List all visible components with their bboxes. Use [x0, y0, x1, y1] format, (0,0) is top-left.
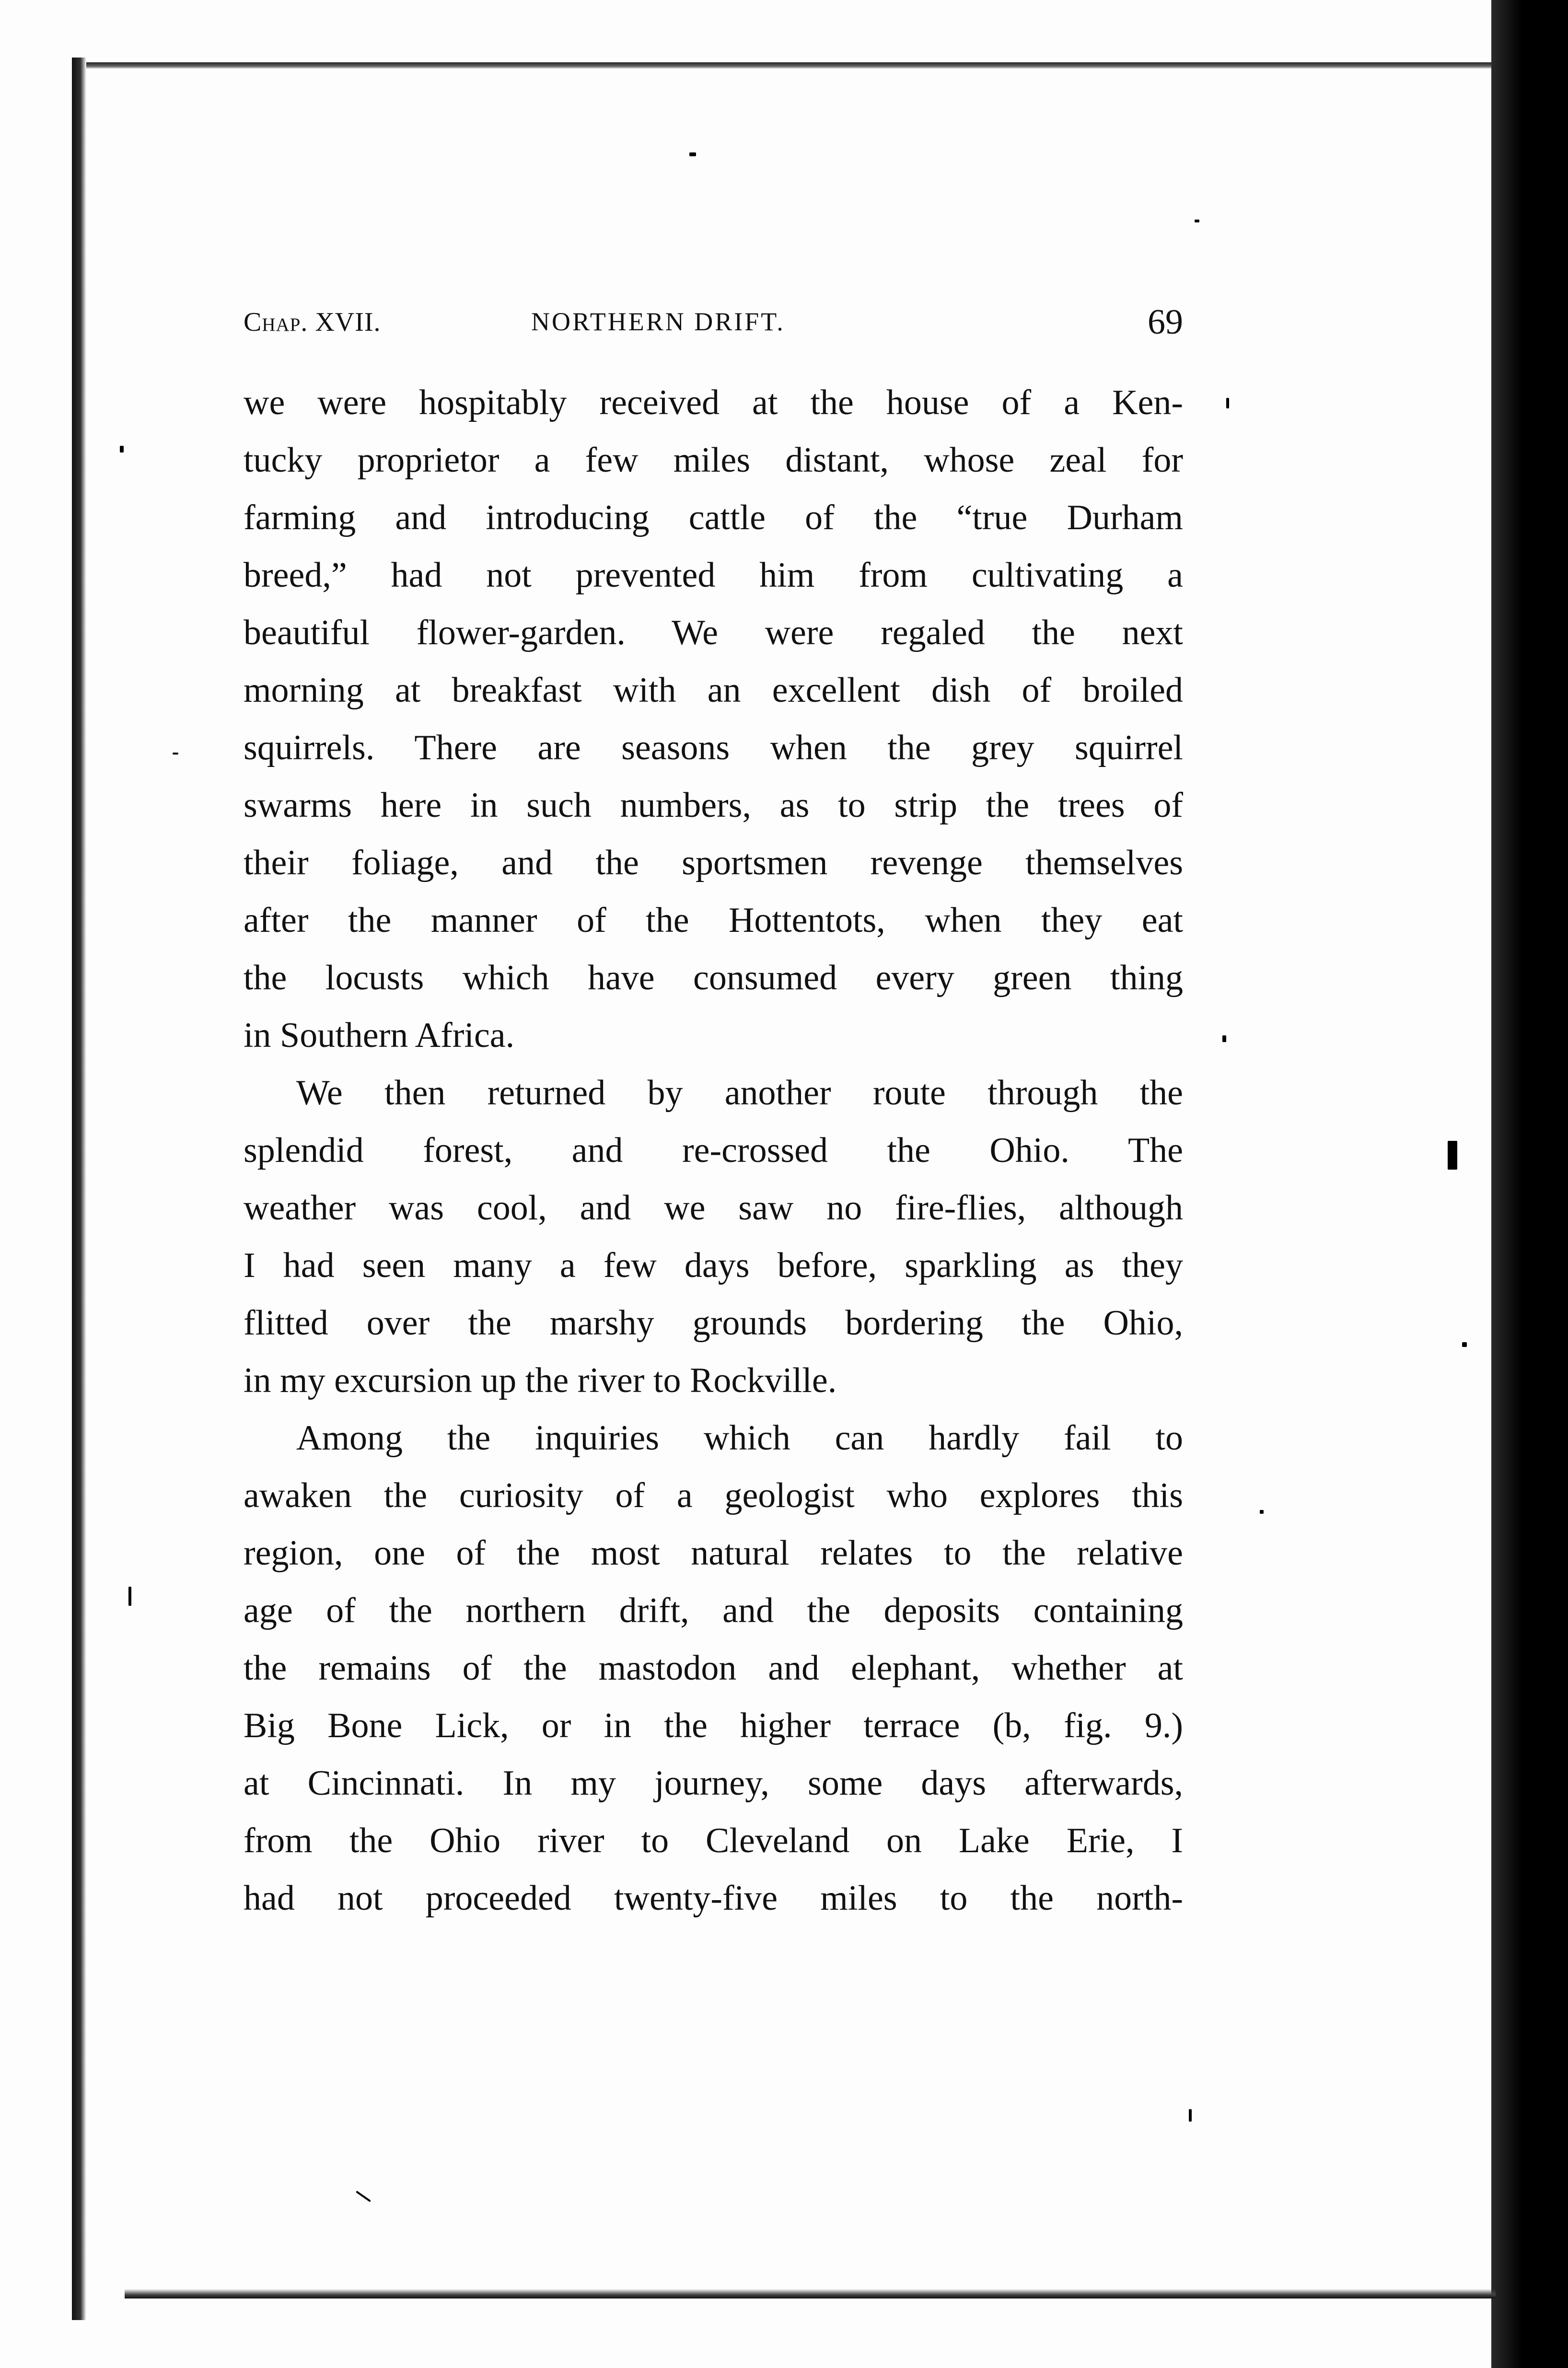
- text-line: had not proceeded twenty-five miles to the north-: [244, 1879, 1183, 1918]
- scan-speck: [356, 2191, 371, 2202]
- text-line: I had seen many a few days before, sparkling as they: [244, 1246, 1183, 1285]
- scan-speck: [1189, 2109, 1192, 2122]
- text-line: awaken the curiosity of a geologist who explores this: [244, 1476, 1183, 1515]
- scan-speck: [1222, 1035, 1226, 1042]
- scan-speck: [689, 152, 696, 156]
- text-line: their foliage, and the sportsmen revenge themselves: [244, 843, 1183, 882]
- running-header: [244, 302, 1183, 345]
- text-line: Among the inquiries which can hardly fail to: [296, 1418, 1183, 1458]
- text-line: tucky proprietor a few miles distant, whose zeal for: [244, 441, 1183, 480]
- text-line: splendid forest, and re-crossed the Ohio. The: [244, 1131, 1183, 1170]
- scan-speck: [1448, 1141, 1457, 1170]
- text-line: morning at breakfast with an excellent dish of broiled: [244, 671, 1183, 710]
- text-line: in my excursion up the river to Rockville.: [244, 1361, 837, 1400]
- text-line: Big Bone Lick, or in the higher terrace (b, fig. 9.): [244, 1706, 1183, 1745]
- text-line: flitted over the marshy grounds bordering the Ohio,: [244, 1303, 1183, 1343]
- text-line: beautiful flower-garden. We were regaled the next: [244, 613, 1183, 652]
- text-line: the locusts which have consumed every green thing: [244, 958, 1183, 998]
- running-title: NORTHERN DRIFT.: [531, 307, 785, 336]
- text-line: after the manner of the Hottentots, when they eat: [244, 901, 1183, 940]
- text-line: from the Ohio river to Cleveland on Lake Erie, I: [244, 1821, 1183, 1860]
- chapter-label: Chap. XVII.: [244, 307, 381, 337]
- scan-speck: [128, 1587, 131, 1606]
- body-text: [244, 374, 1183, 1927]
- page-edge-left: [72, 58, 86, 2320]
- page-edge-bottom: [125, 2289, 1496, 2298]
- scan-speck: [1462, 1342, 1467, 1347]
- scan-speck: [1226, 398, 1229, 408]
- page-number: 69: [1148, 302, 1183, 342]
- scan-speck: [173, 753, 178, 755]
- text-line: swarms here in such numbers, as to strip the trees of: [244, 786, 1183, 825]
- text-line: We then returned by another route through the: [296, 1073, 1183, 1113]
- text-line: age of the northern drift, and the deposits containing: [244, 1591, 1183, 1630]
- text-line: weather was cool, and we saw no fire-flies, although: [244, 1188, 1183, 1228]
- text-line: the remains of the mastodon and elephant, whether at: [244, 1648, 1183, 1688]
- page-edge-right: [1491, 0, 1568, 2368]
- scan-speck: [120, 446, 124, 453]
- text-line: squirrels. There are seasons when the grey squirrel: [244, 728, 1183, 767]
- text-line: farming and introducing cattle of the “true Durham: [244, 498, 1183, 537]
- text-line: in Southern Africa.: [244, 1016, 515, 1055]
- text-line: at Cincinnati. In my journey, some days afterwards,: [244, 1764, 1183, 1803]
- scan-speck: [1260, 1510, 1264, 1514]
- scan-speck: [1195, 220, 1199, 222]
- text-line: breed,” had not prevented him from cultivating a: [244, 556, 1183, 595]
- page-edge-top: [86, 62, 1496, 69]
- text-line: region, one of the most natural relates to the relative: [244, 1533, 1183, 1573]
- text-line: we were hospitably received at the house of a Ken-: [244, 383, 1183, 422]
